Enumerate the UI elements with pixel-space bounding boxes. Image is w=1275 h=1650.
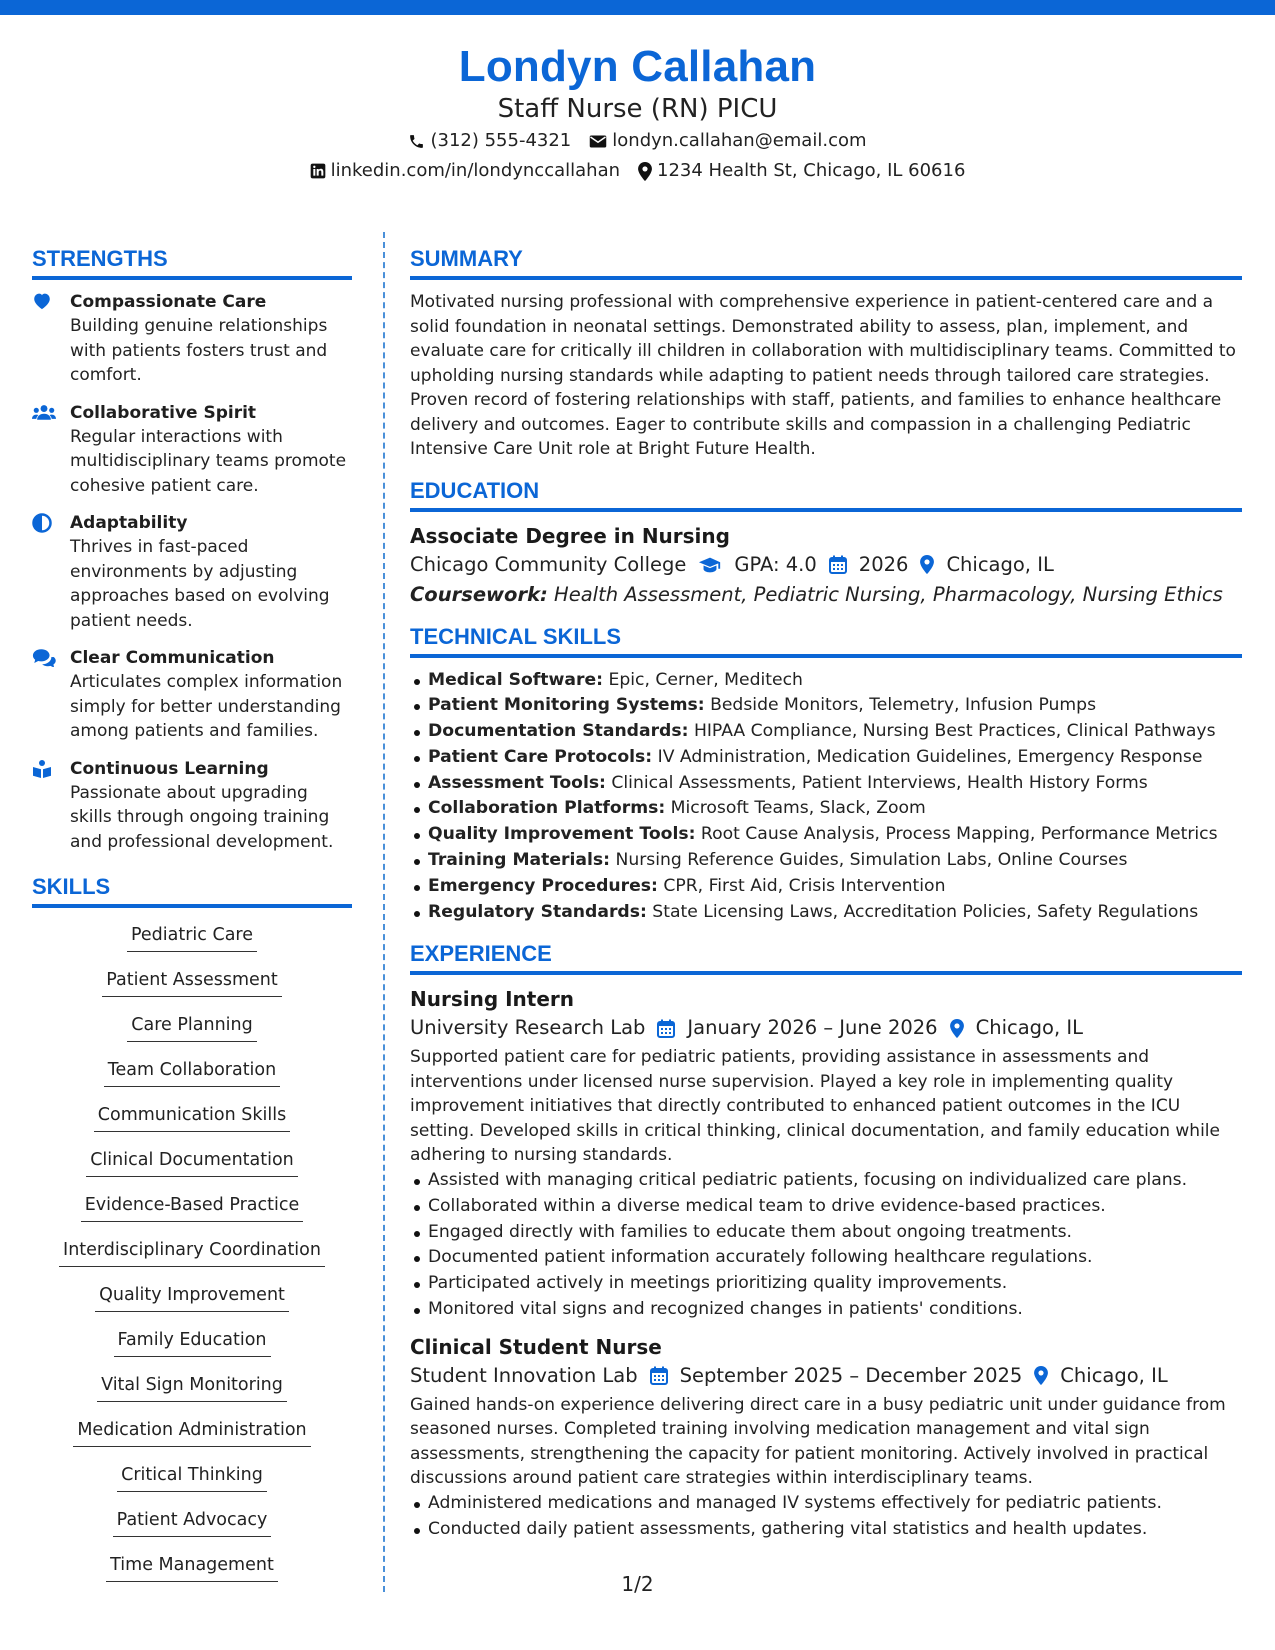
strengths-heading: STRENGTHS xyxy=(32,244,352,280)
summary-text: Motivated nursing professional with comprehensive experience in patient-centered care and a solid foundation in neonatal settings. Demonstrated ability to assess, plan, implement, and evaluate care for critically ill children in collaboration with multidisciplinary teams. Committed to upholding nursing standards while adapting to patient needs through tailored care strategies. Proven record of fostering relationships with staff, patients, and families to enhance healthcare delivery and outcomes. Eager to contribute skills and compassion in a challenging Pediatric Intensive Care Unit role at Bright Future Health. xyxy=(410,292,1236,459)
page-number: 1/2 xyxy=(621,1572,654,1596)
skill-tag: Team Collaboration xyxy=(104,1053,280,1087)
strength-title: Adaptability xyxy=(70,513,188,533)
tech-skill-item: Quality Improvement Tools: Root Cause Analysis, Process Mapping, Performance Metrics xyxy=(428,822,1242,848)
degree-title: Associate Degree in Nursing xyxy=(410,523,730,548)
tech-skill-item: Assessment Tools: Clinical Assessments, Patient Interviews, Health History Forms xyxy=(428,771,1242,797)
job-bullet: Collaborated within a diverse medical team to drive evidence-based practices. xyxy=(428,1194,1242,1220)
tech-skill-item: Regulatory Standards: State Licensing Laws, Accreditation Policies, Safety Regulations xyxy=(428,900,1242,926)
map-pin-icon xyxy=(920,555,934,574)
job-bullets xyxy=(410,1168,1242,1323)
job-bullet: Participated actively in meetings prioritizing quality improvements. xyxy=(428,1271,1242,1297)
envelope-icon xyxy=(589,134,607,149)
job-meta xyxy=(410,1013,1242,1043)
users-icon xyxy=(32,403,56,421)
chat-icon xyxy=(32,648,56,667)
tech-skill-item: Patient Monitoring Systems: Bedside Monitors, Telemetry, Infusion Pumps xyxy=(428,693,1242,719)
skill-tag: Quality Improvement xyxy=(95,1278,289,1312)
skill-tag: Care Planning xyxy=(127,1008,256,1042)
skills-list xyxy=(32,918,352,1593)
strength-title: Compassionate Care xyxy=(70,292,267,312)
contact-row-2 xyxy=(0,156,1275,186)
graduation-cap-icon xyxy=(698,556,722,574)
strength-item xyxy=(32,646,352,744)
calendar-icon xyxy=(657,1019,675,1038)
skill-tag: Patient Assessment xyxy=(102,963,281,997)
skill-tag: Evidence-Based Practice xyxy=(81,1188,304,1222)
tech-skill-item: Collaboration Platforms: Microsoft Teams, Slack, Zoom xyxy=(428,796,1242,822)
skill-tag: Time Management xyxy=(106,1548,278,1582)
email-text[interactable]: londyn.callahan@email.com xyxy=(612,130,867,151)
skill-tag: Pediatric Care xyxy=(127,918,257,952)
job-org: Student Innovation Lab xyxy=(410,1363,638,1387)
column-divider xyxy=(383,232,385,1592)
tech-skill-item: Medical Software: Epic, Cerner, Meditech xyxy=(428,668,1242,694)
experience-entry xyxy=(410,1333,1242,1543)
map-pin-icon xyxy=(950,1019,964,1038)
strength-title: Collaborative Spirit xyxy=(70,402,257,423)
strength-desc: Passionate about upgrading skills through ongoing training and professional development. xyxy=(70,782,334,852)
grad-year: 2026 xyxy=(858,552,909,576)
strength-desc: Building genuine relationships with patients fosters trust and comfort. xyxy=(70,316,328,385)
map-pin-icon xyxy=(1034,1366,1048,1385)
skill-tag: Communication Skills xyxy=(94,1098,290,1132)
left-column xyxy=(32,244,352,1593)
contrast-icon xyxy=(32,513,52,533)
contact-row-1 xyxy=(0,126,1275,156)
job-dates: January 2026 – June 2026 xyxy=(687,1016,938,1040)
linkedin-text[interactable]: linkedin.com/in/londynccallahan xyxy=(330,160,621,181)
skill-tag: Vital Sign Monitoring xyxy=(97,1368,287,1402)
tech-skill-item: Training Materials: Nursing Reference Guides, Simulation Labs, Online Courses xyxy=(428,848,1242,874)
education-meta xyxy=(410,550,1242,580)
resume-header xyxy=(0,40,1275,186)
job-bullet: Documented patient information accurately following healthcare regulations. xyxy=(428,1245,1242,1271)
linkedin-contact xyxy=(310,156,620,186)
job-bullets xyxy=(410,1491,1242,1543)
job-location: Chicago, IL xyxy=(1060,1363,1168,1387)
address-contact xyxy=(638,156,965,186)
strength-item xyxy=(32,511,352,633)
strength-item xyxy=(32,757,352,855)
strength-title: Continuous Learning xyxy=(70,758,269,779)
technical-skills-heading: TECHNICAL SKILLS xyxy=(410,622,1242,658)
job-description: Gained hands-on experience delivering direct care in a busy pediatric unit under guidance from seasoned nurses. Completed training involving medication management and vital sign assessments, strengthening the capacity for patient monitoring. Actively involved in practical discussions around patient care strategies within interdisciplinary teams. xyxy=(410,1394,1226,1489)
calendar-icon xyxy=(650,1366,668,1385)
education-location: Chicago, IL xyxy=(946,552,1054,576)
job-title: Clinical Student Nurse xyxy=(410,1334,662,1359)
skill-tag: Interdisciplinary Coordination xyxy=(59,1233,325,1267)
job-description: Supported patient care for pediatric patients, providing assistance in assessments and interventions under licensed nurse supervision. Played a key role in implementing quality improvement initiatives that directly contributed to enhanced patient outcomes in the ICU setting. Developed skills in critical thinking, clinical documentation, and family education while adhering to nursing standards. xyxy=(410,1047,1220,1166)
gpa-text: GPA: 4.0 xyxy=(734,552,817,576)
skill-tag: Critical Thinking xyxy=(117,1458,267,1492)
experience-entry xyxy=(410,985,1242,1322)
job-bullet: Conducted daily patient assessments, gathering vital statistics and health updates. xyxy=(428,1517,1242,1543)
job-org: University Research Lab xyxy=(410,1016,646,1040)
skill-tag: Medication Administration xyxy=(73,1413,310,1447)
address-text: 1234 Health St, Chicago, IL 60616 xyxy=(657,160,966,181)
job-title: Nursing Intern xyxy=(410,987,575,1012)
linkedin-icon xyxy=(310,163,326,179)
coursework-label: Coursework: xyxy=(410,582,548,606)
phone-contact xyxy=(408,126,571,156)
strength-desc: Articulates complex information simply for better understanding among patients and families. xyxy=(70,672,343,741)
tech-skill-item: Documentation Standards: HIPAA Compliance, Nursing Best Practices, Clinical Pathways xyxy=(428,719,1242,745)
strength-desc: Regular interactions with multidisciplinary teams promote cohesive patient care. xyxy=(70,426,347,496)
calendar-icon xyxy=(829,555,847,574)
tech-skill-item: Patient Care Protocols: IV Administration, Medication Guidelines, Emergency Response xyxy=(428,745,1242,771)
strength-item xyxy=(32,290,352,388)
job-bullet: Administered medications and managed IV systems effectively for pediatric patients. xyxy=(428,1491,1242,1517)
experience-heading: EXPERIENCE xyxy=(410,939,1242,975)
job-bullet: Assisted with managing critical pediatric patients, focusing on individualized care plans. xyxy=(428,1168,1242,1194)
school-name: Chicago Community College xyxy=(410,552,687,576)
education-heading: EDUCATION xyxy=(410,476,1242,512)
top-accent-bar xyxy=(0,0,1275,15)
job-bullet: Monitored vital signs and recognized changes in patients' conditions. xyxy=(428,1297,1242,1323)
summary-heading: SUMMARY xyxy=(410,244,1242,280)
job-dates: September 2025 – December 2025 xyxy=(679,1363,1023,1387)
candidate-title: Staff Nurse (RN) PICU xyxy=(497,94,778,124)
job-location: Chicago, IL xyxy=(975,1016,1083,1040)
technical-skills-list xyxy=(410,668,1242,926)
right-column xyxy=(410,244,1242,1542)
job-meta xyxy=(410,1361,1242,1391)
skill-tag: Patient Advocacy xyxy=(113,1503,272,1537)
strength-desc: Thrives in fast-paced environments by adjusting approaches based on evolving patient needs. xyxy=(70,537,330,631)
coursework-list: Health Assessment, Pediatric Nursing, Pharmacology, Nursing Ethics xyxy=(554,582,1223,606)
strength-item xyxy=(32,401,352,499)
heart-icon xyxy=(32,292,52,310)
skill-tag: Clinical Documentation xyxy=(86,1143,298,1177)
reader-icon xyxy=(32,759,52,779)
tech-skill-item: Emergency Procedures: CPR, First Aid, Crisis Intervention xyxy=(428,874,1242,900)
skills-heading: SKILLS xyxy=(32,872,352,908)
phone-icon xyxy=(408,133,425,150)
skill-tag: Family Education xyxy=(114,1323,271,1357)
job-bullet: Engaged directly with families to educate them about ongoing treatments. xyxy=(428,1220,1242,1246)
coursework xyxy=(410,580,1242,610)
phone-text[interactable]: (312) 555-4321 xyxy=(430,130,572,151)
strengths-list xyxy=(32,290,352,854)
map-pin-icon xyxy=(638,162,652,181)
candidate-name: Londyn Callahan xyxy=(458,42,817,91)
email-contact xyxy=(589,126,866,156)
strength-title: Clear Communication xyxy=(70,648,275,668)
